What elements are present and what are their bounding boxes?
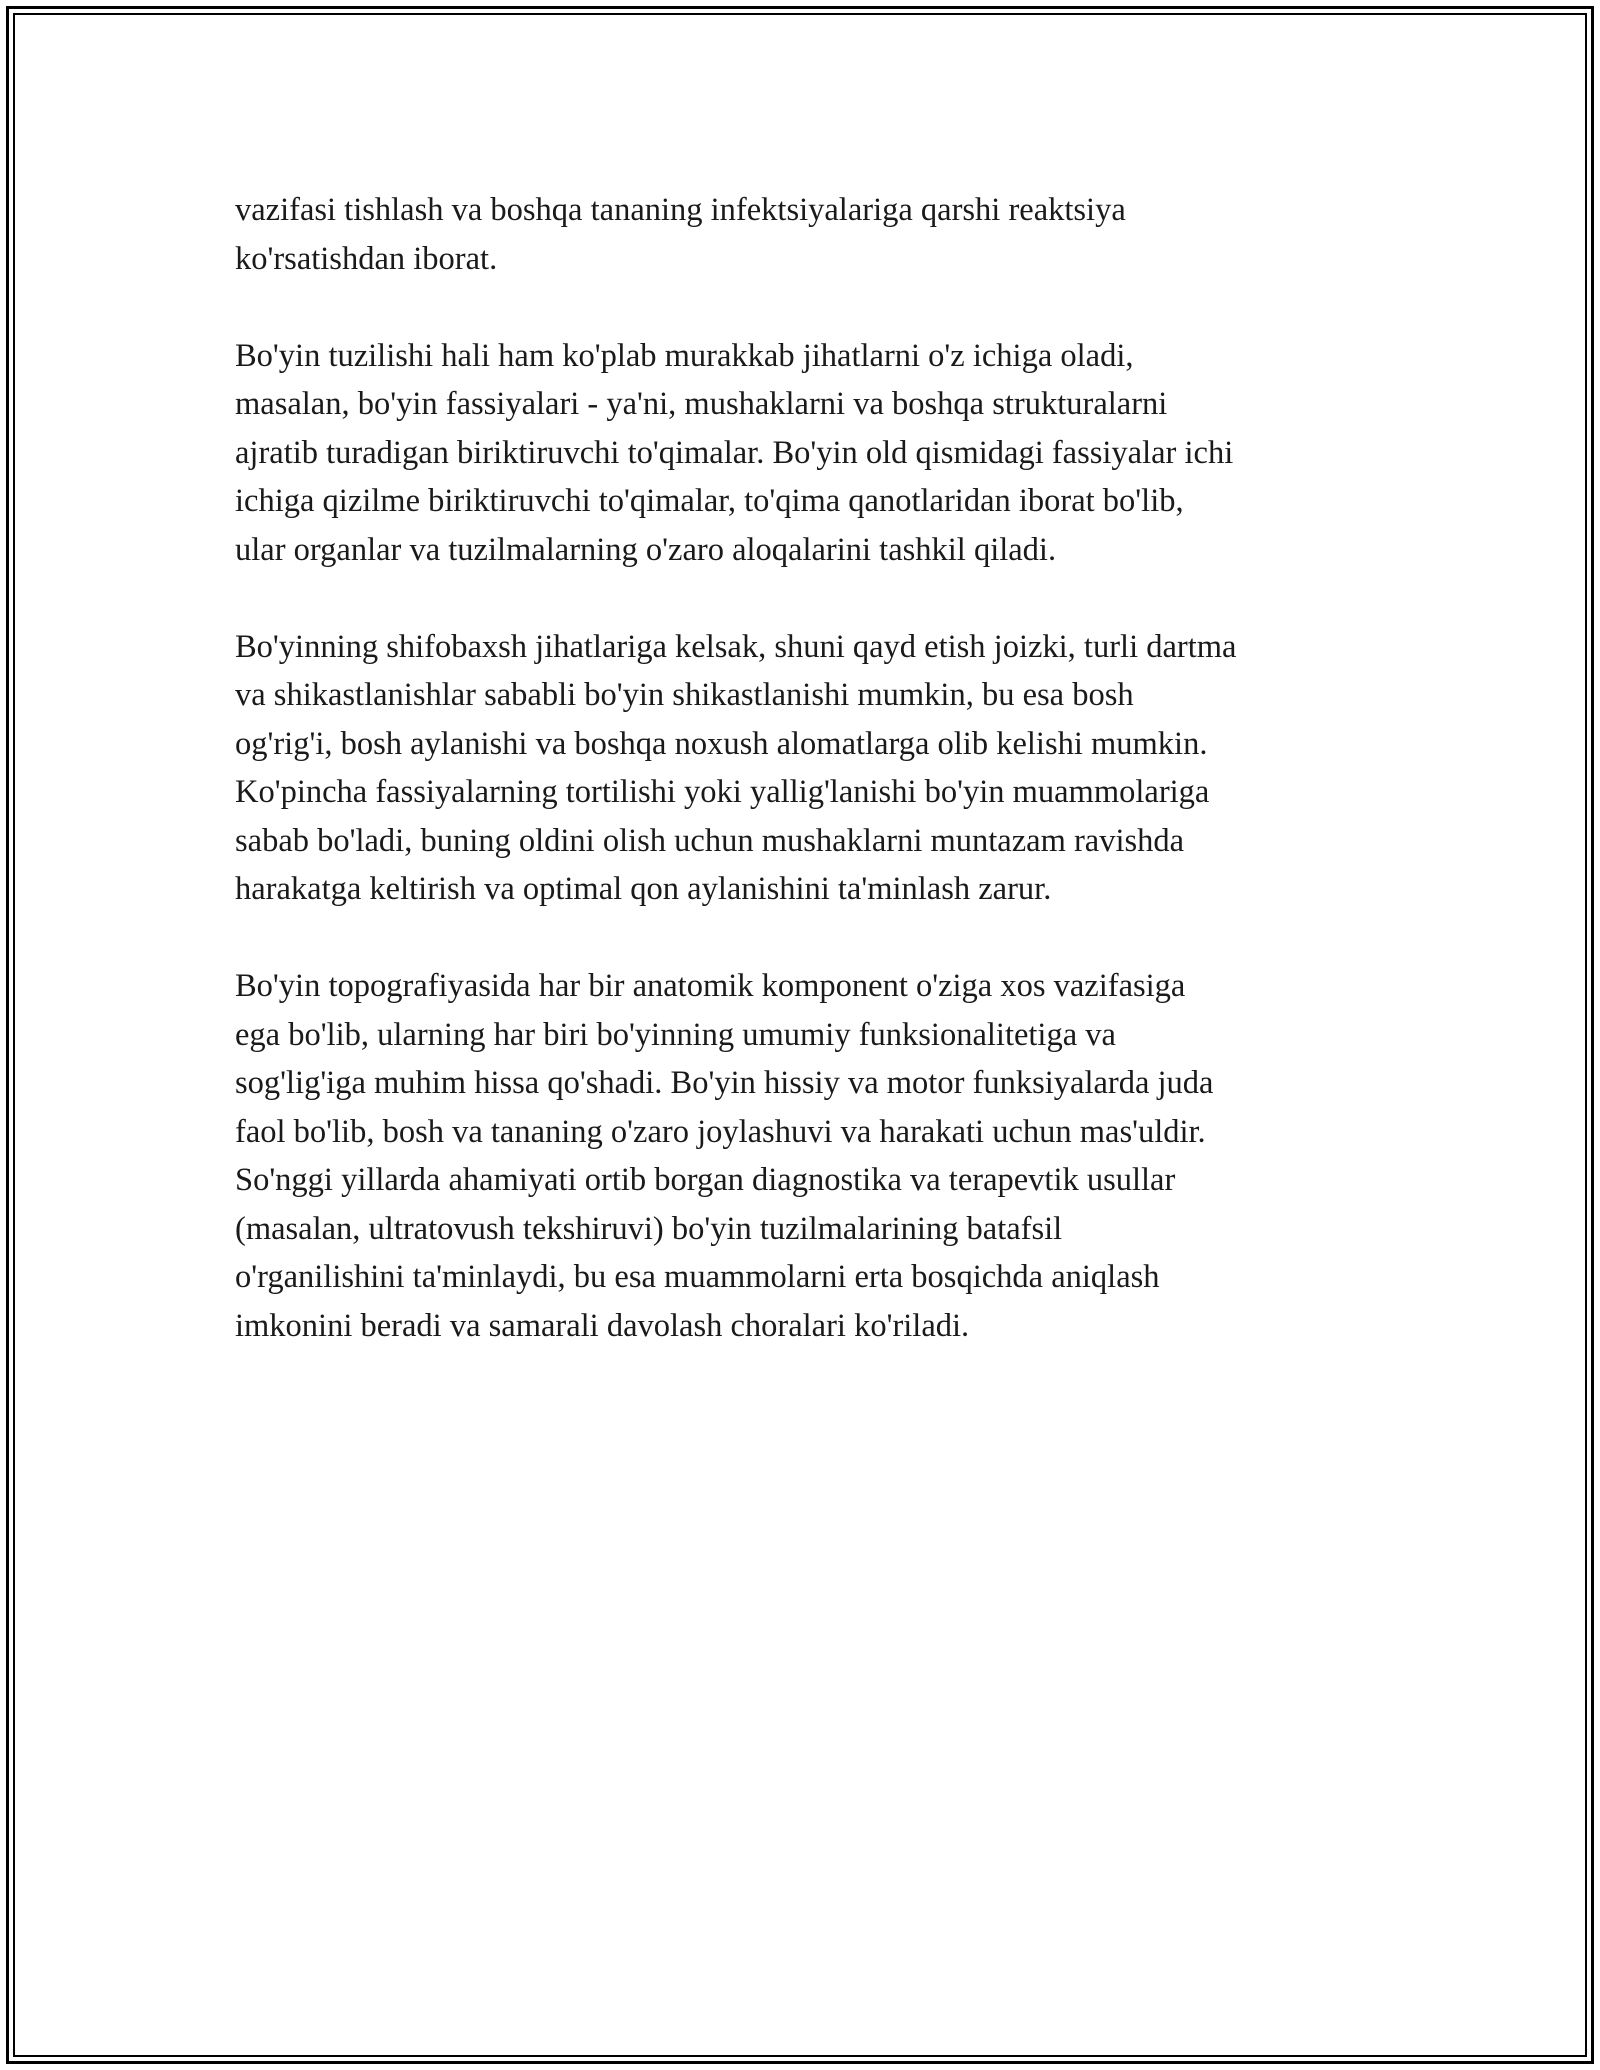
text-line: Bo'yin tuzilishi hali ham ko'plab murakkab jihatlarni o'z ichiga oladi, bbox=[235, 337, 1134, 374]
document-body bbox=[235, 186, 1395, 1399]
paragraph-3 bbox=[235, 623, 1395, 914]
paragraph-4 bbox=[235, 962, 1395, 1350]
text-line: Bo'yinning shifobaxsh jihatlariga kelsak, shuni qayd etish joizki, turli dartma bbox=[235, 628, 1237, 665]
text-line: Bo'yin topografiyasida har bir anatomik komponent o'ziga xos vazifasiga bbox=[235, 968, 1186, 1004]
text-line: va shikastlanishlar sababli bo'yin shikastlanishi mumkin, bu esa bosh bbox=[235, 677, 1134, 713]
text-line: harakatga keltirish va optimal qon aylanishini ta'minlash zarur. bbox=[235, 871, 1052, 907]
text-line: sog'lig'iga muhim hissa qo'shadi. Bo'yin hissiy va motor funksiyalarda juda bbox=[235, 1065, 1214, 1101]
text-line: ko'rsatishdan iborat. bbox=[235, 240, 498, 277]
text-line: Ko'pincha fassiyalarning tortilishi yoki yallig'lanishi bo'yin muammolariga bbox=[235, 774, 1210, 810]
text-line: vazifasi tishlash va boshqa tananing infektsiyalariga qarshi reaktsiya bbox=[235, 192, 1126, 228]
text-line: imkonini beradi va samarali davolash choralari ko'riladi. bbox=[235, 1307, 970, 1344]
text-line: o'rganilishini ta'minlaydi, bu esa muammolarni erta bosqichda aniqlash bbox=[235, 1259, 1160, 1295]
text-line: ajratib turadigan biriktiruvchi to'qimalar. Bo'yin old qismidagi fassiyalar ichi bbox=[235, 434, 1234, 471]
text-line: masalan, bo'yin fassiyalari - ya'ni, mushaklarni va boshqa strukturalarni bbox=[235, 386, 1168, 422]
text-line: faol bo'lib, bosh va tananing o'zaro joylashuvi va harakati uchun mas'uldir. bbox=[235, 1113, 1206, 1150]
text-line: ega bo'lib, ularning har biri bo'yinning umumiy funksionalitetiga va bbox=[235, 1016, 1116, 1053]
text-line: ichiga qizilme biriktiruvchi to'qimalar, to'qima qanotlaridan iborat bo'lib, bbox=[235, 483, 1184, 519]
text-line: So'nggi yillarda ahamiyati ortib borgan diagnostika va terapevtik usullar bbox=[235, 1162, 1176, 1198]
paragraph-1 bbox=[235, 186, 1395, 283]
text-line: og'rig'i, bosh aylanishi va boshqa noxush alomatlarga olib kelishi mumkin. bbox=[235, 725, 1208, 762]
paragraph-2 bbox=[235, 332, 1395, 575]
text-line: (masalan, ultratovush tekshiruvi) bo'yin tuzilmalarining batafsil bbox=[235, 1210, 1063, 1247]
text-line: sabab bo'ladi, buning oldini olish uchun mushaklarni muntazam ravishda bbox=[235, 822, 1185, 859]
text-line: ular organlar va tuzilmalarning o'zaro aloqalarini tashkil qiladi. bbox=[235, 531, 1057, 568]
